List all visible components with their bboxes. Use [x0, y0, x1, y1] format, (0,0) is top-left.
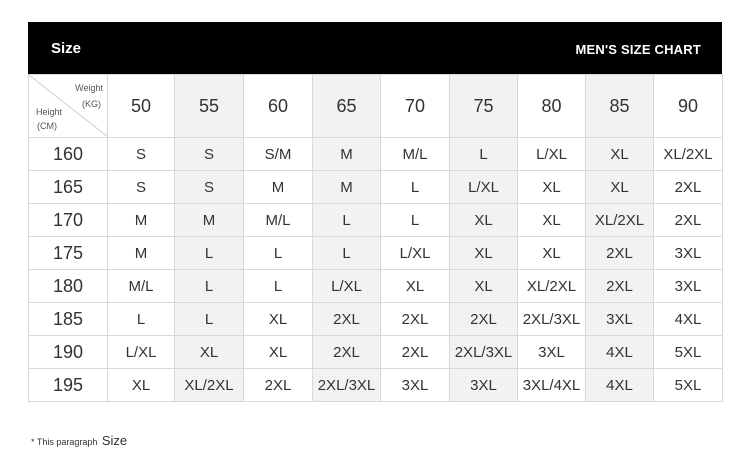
size-cell: XL	[586, 171, 654, 204]
size-cell: L/XL	[381, 237, 450, 270]
size-chart	[28, 22, 722, 402]
size-cell: XL	[450, 270, 518, 303]
footnote	[31, 432, 127, 450]
size-cell: L	[175, 270, 244, 303]
size-cell: L	[450, 138, 518, 171]
size-cell: M	[108, 204, 175, 237]
weight-header-row	[29, 75, 723, 138]
size-cell: 2XL	[654, 204, 723, 237]
size-cell: M	[313, 171, 381, 204]
height-unit: (CM)	[37, 121, 57, 131]
size-row	[29, 336, 723, 369]
header-title: Size	[51, 40, 82, 57]
size-cell: 5XL	[654, 336, 723, 369]
weight-header: 90	[654, 75, 723, 138]
size-cell: XL	[450, 237, 518, 270]
size-cell: XL/2XL	[518, 270, 586, 303]
height-cell: 180	[29, 270, 108, 303]
size-row	[29, 138, 723, 171]
size-cell: XL	[175, 336, 244, 369]
height-cell: 195	[29, 369, 108, 402]
size-cell: S	[175, 138, 244, 171]
size-cell: M/L	[244, 204, 313, 237]
weight-header: 70	[381, 75, 450, 138]
size-cell: 2XL	[654, 171, 723, 204]
size-cell: 3XL	[381, 369, 450, 402]
size-row	[29, 237, 723, 270]
height-cell: 160	[29, 138, 108, 171]
chart-header	[28, 22, 722, 74]
size-cell: XL	[244, 303, 313, 336]
footnote-word: Size	[101, 433, 128, 448]
size-cell: 2XL	[586, 237, 654, 270]
size-cell: XL	[586, 138, 654, 171]
size-cell: L/XL	[313, 270, 381, 303]
weight-header: 60	[244, 75, 313, 138]
size-cell: 3XL	[518, 336, 586, 369]
size-cell: S	[108, 138, 175, 171]
size-cell: L	[381, 171, 450, 204]
size-cell: 2XL/3XL	[450, 336, 518, 369]
size-cell: L/XL	[450, 171, 518, 204]
size-cell: 2XL/3XL	[518, 303, 586, 336]
size-cell: XL/2XL	[175, 369, 244, 402]
size-cell: XL	[518, 204, 586, 237]
height-label: Height	[36, 107, 63, 117]
size-cell: L/XL	[518, 138, 586, 171]
size-cell: M	[175, 204, 244, 237]
size-table	[28, 74, 723, 402]
footnote-prefix: * This paragraph	[31, 437, 98, 447]
size-row	[29, 369, 723, 402]
size-cell: 3XL/4XL	[518, 369, 586, 402]
weight-header: 50	[108, 75, 175, 138]
size-cell: XL	[518, 171, 586, 204]
size-cell: 4XL	[586, 336, 654, 369]
size-cell: XL/2XL	[586, 204, 654, 237]
size-row	[29, 270, 723, 303]
size-cell: 2XL	[381, 336, 450, 369]
size-cell: 2XL	[313, 303, 381, 336]
size-cell: 2XL	[381, 303, 450, 336]
chart-name: MEN'S SIZE CHART	[575, 42, 701, 57]
size-cell: L	[175, 303, 244, 336]
size-cell: S	[175, 171, 244, 204]
height-cell: 190	[29, 336, 108, 369]
size-cell: L/XL	[108, 336, 175, 369]
size-cell: XL	[381, 270, 450, 303]
size-cell: XL	[518, 237, 586, 270]
size-cell: XL	[450, 204, 518, 237]
height-cell: 175	[29, 237, 108, 270]
size-cell: M/L	[381, 138, 450, 171]
size-cell: 2XL	[313, 336, 381, 369]
weight-header: 80	[518, 75, 586, 138]
size-cell: 2XL	[450, 303, 518, 336]
size-cell: 5XL	[654, 369, 723, 402]
size-row	[29, 204, 723, 237]
size-cell: M	[313, 138, 381, 171]
size-cell: 3XL	[450, 369, 518, 402]
size-cell: XL	[244, 336, 313, 369]
size-cell: L	[175, 237, 244, 270]
size-cell: 4XL	[586, 369, 654, 402]
size-cell: L	[313, 237, 381, 270]
size-cell: 2XL	[244, 369, 313, 402]
size-row	[29, 171, 723, 204]
size-cell: 2XL	[586, 270, 654, 303]
size-cell: L	[244, 237, 313, 270]
size-cell: L	[108, 303, 175, 336]
weight-header: 85	[586, 75, 654, 138]
size-cell: L	[313, 204, 381, 237]
size-cell: M	[244, 171, 313, 204]
size-cell: M	[108, 237, 175, 270]
weight-label: Weight	[75, 83, 103, 93]
size-cell: 4XL	[654, 303, 723, 336]
size-cell: XL	[108, 369, 175, 402]
size-cell: 3XL	[654, 270, 723, 303]
height-cell: 170	[29, 204, 108, 237]
weight-header: 55	[175, 75, 244, 138]
size-cell: 3XL	[586, 303, 654, 336]
weight-header: 75	[450, 75, 518, 138]
size-cell: 2XL/3XL	[313, 369, 381, 402]
corner-cell	[29, 75, 108, 138]
height-cell: 185	[29, 303, 108, 336]
size-cell: S/M	[244, 138, 313, 171]
weight-header: 65	[313, 75, 381, 138]
weight-unit: (KG)	[82, 99, 101, 109]
size-row	[29, 303, 723, 336]
size-cell: L	[244, 270, 313, 303]
size-cell: L	[381, 204, 450, 237]
size-cell: XL/2XL	[654, 138, 723, 171]
size-cell: S	[108, 171, 175, 204]
size-cell: M/L	[108, 270, 175, 303]
height-cell: 165	[29, 171, 108, 204]
size-cell: 3XL	[654, 237, 723, 270]
